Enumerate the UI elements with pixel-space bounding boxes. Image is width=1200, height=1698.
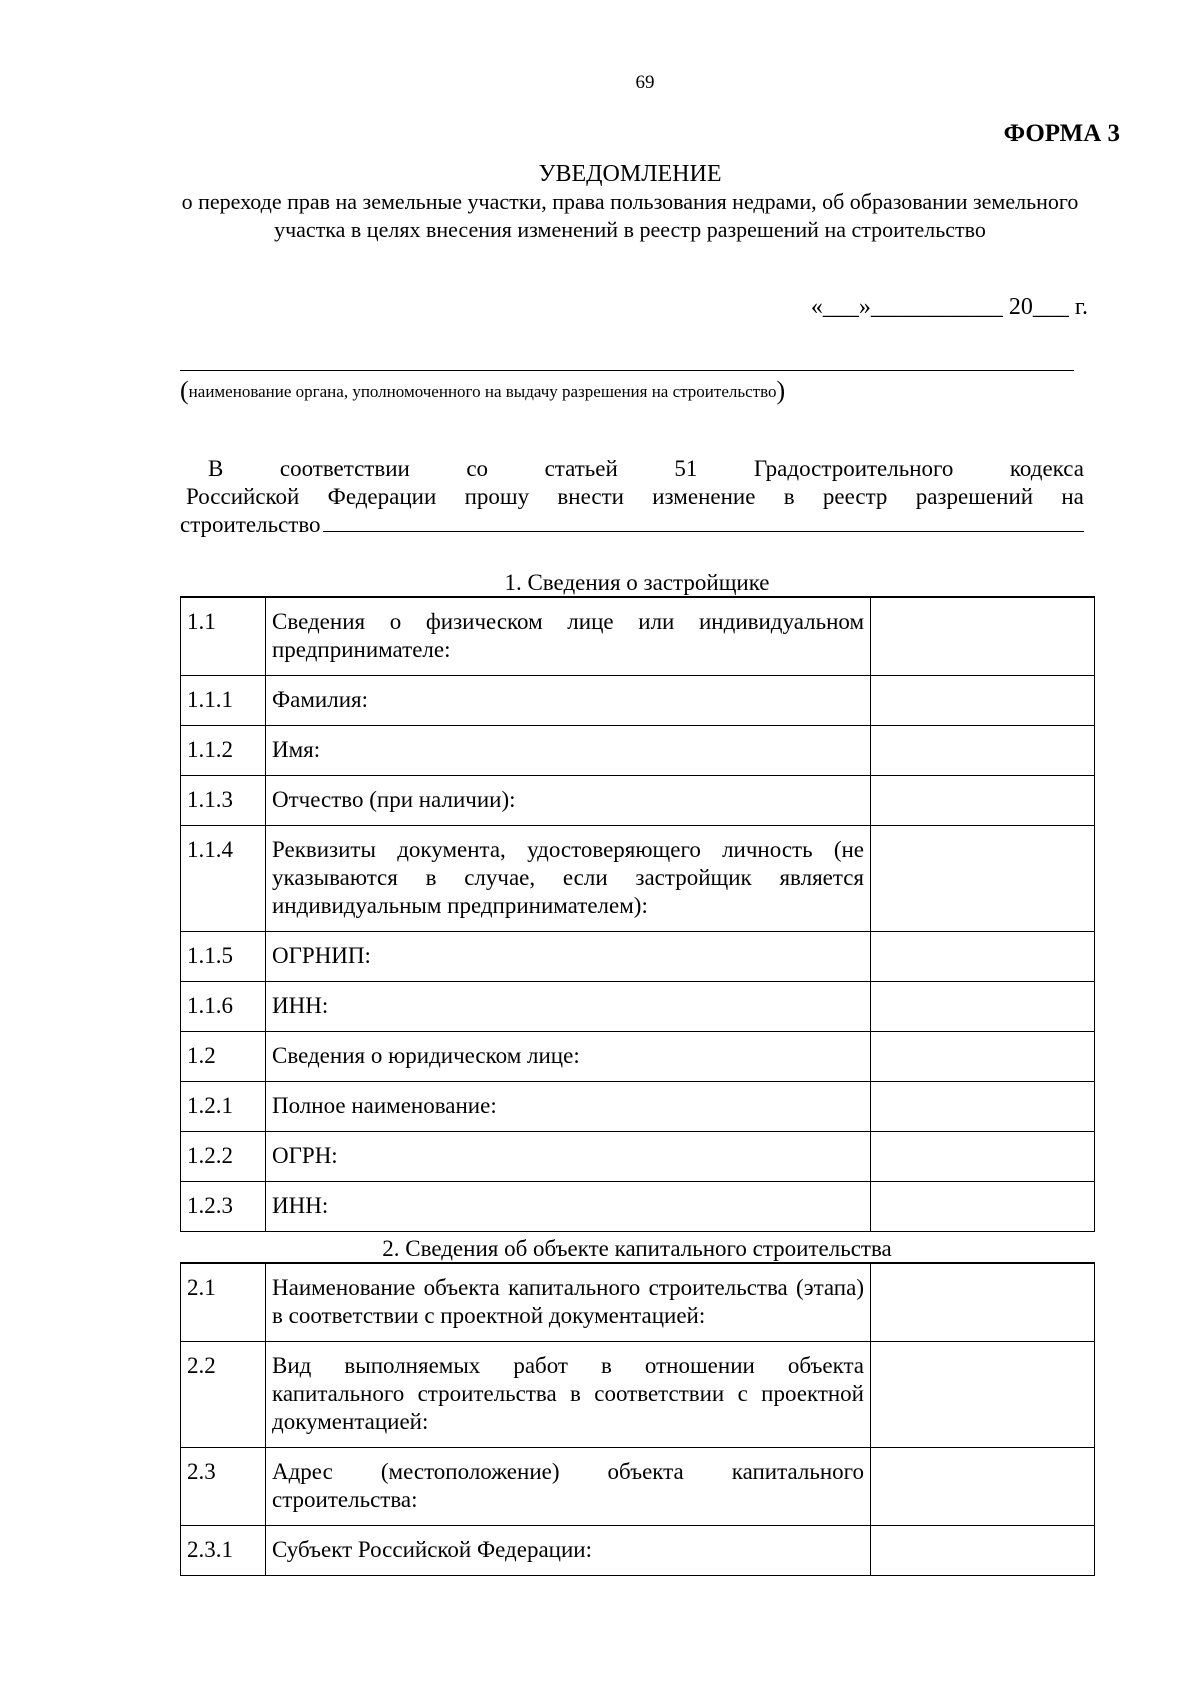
document-subtitle: о переходе прав на земельные участки, права пользования недрами, об образовании земельного участка в целях внесения изменений в реестр разрешений на строительство <box>181 189 1079 242</box>
authority-caption-text: наименование органа, уполномоченного на выдачу разрешения на строительство <box>188 382 777 401</box>
row-number: 1.2.3 <box>181 1181 266 1231</box>
table-row <box>181 597 1095 675</box>
row-value-field[interactable] <box>871 1525 1095 1575</box>
row-number: 1.2.1 <box>181 1081 266 1131</box>
row-number: 1.1.4 <box>181 825 266 931</box>
intro-word: прошу <box>464 484 530 509</box>
row-value-field[interactable] <box>871 1181 1095 1231</box>
table-row <box>181 981 1095 1031</box>
table-row <box>181 1341 1095 1447</box>
row-number: 1.2 <box>181 1031 266 1081</box>
row-label: Отчество (при наличии): <box>266 775 871 825</box>
intro-word: на <box>1061 484 1084 509</box>
intro-word: Российской <box>186 484 300 509</box>
row-number: 1.1.6 <box>181 981 266 1031</box>
row-value-field[interactable] <box>871 825 1095 931</box>
row-label: Сведения о физическом лице или индивидуальном предпринимателе: <box>266 597 871 675</box>
row-value-field[interactable] <box>871 1031 1095 1081</box>
row-number: 1.1.1 <box>181 675 266 725</box>
row-label: ОГРНИП: <box>266 931 871 981</box>
row-label: Наименование объекта капитального строительства (этапа) в соответствии с проектной документацией: <box>266 1263 871 1341</box>
row-value-field[interactable] <box>871 931 1095 981</box>
section-2-table <box>180 1262 1095 1576</box>
table-row <box>181 1031 1095 1081</box>
intro-paragraph <box>180 455 1084 539</box>
row-label: Реквизиты документа, удостоверяющего личность (не указываются в случае, если застройщик является индивидуальным предпринимателем): <box>266 825 871 931</box>
row-value-field[interactable] <box>871 1447 1095 1525</box>
row-number: 2.2 <box>181 1341 266 1447</box>
table-row <box>181 775 1095 825</box>
intro-word: Федерации <box>327 484 437 509</box>
intro-word: статьей <box>544 456 618 481</box>
document-title: УВЕДОМЛЕНИЕ <box>538 161 722 187</box>
row-value-field[interactable] <box>871 1263 1095 1341</box>
intro-word: в <box>783 484 795 509</box>
row-label: Полное наименование: <box>266 1081 871 1131</box>
table-row <box>181 1131 1095 1181</box>
date-field[interactable]: «___»___________ 20___ г. <box>810 294 1088 320</box>
intro-word: строительство <box>180 512 321 537</box>
row-value-field[interactable] <box>871 1341 1095 1447</box>
form-label: ФОРМА 3 <box>1003 120 1120 147</box>
row-label: Адрес (местоположение) объекта капитального строительства: <box>266 1447 871 1525</box>
row-value-field[interactable] <box>871 1081 1095 1131</box>
intro-line-2 <box>180 483 1084 511</box>
table-row <box>181 825 1095 931</box>
section-1-table <box>180 596 1095 1232</box>
page-number: 69 <box>635 72 655 93</box>
row-label: Сведения о юридическом лице: <box>266 1031 871 1081</box>
intro-line-1 <box>180 455 1084 483</box>
row-label: ОГРН: <box>266 1131 871 1181</box>
intro-word: со <box>466 456 489 481</box>
row-number: 1.1 <box>181 597 266 675</box>
authority-name-field[interactable] <box>180 370 1074 371</box>
row-number: 2.3.1 <box>181 1525 266 1575</box>
row-number: 2.3 <box>181 1447 266 1525</box>
row-value-field[interactable] <box>871 675 1095 725</box>
table-row <box>181 1081 1095 1131</box>
row-number: 1.1.5 <box>181 931 266 981</box>
row-number: 1.1.2 <box>181 725 266 775</box>
authority-caption: (наименование органа, уполномоченного на выдачу разрешения на строительство) <box>180 376 786 405</box>
row-number: 1.2.2 <box>181 1131 266 1181</box>
intro-word: внести <box>557 484 624 509</box>
row-label: ИНН: <box>266 1181 871 1231</box>
section-2-title: 2. Сведения об объекте капитального строительства <box>382 1236 892 1261</box>
intro-word: изменение <box>652 484 756 509</box>
row-label: Имя: <box>266 725 871 775</box>
row-value-field[interactable] <box>871 597 1095 675</box>
table-row <box>181 1181 1095 1231</box>
row-label: Субъект Российской Федерации: <box>266 1525 871 1575</box>
row-value-field[interactable] <box>871 1131 1095 1181</box>
intro-word: В <box>208 456 224 481</box>
change-description-field[interactable] <box>323 511 1084 532</box>
table-row <box>181 725 1095 775</box>
table-row <box>181 675 1095 725</box>
row-number: 2.1 <box>181 1263 266 1341</box>
table-row <box>181 1447 1095 1525</box>
row-value-field[interactable] <box>871 725 1095 775</box>
row-value-field[interactable] <box>871 981 1095 1031</box>
row-value-field[interactable] <box>871 775 1095 825</box>
intro-word: Градостроительного <box>753 456 954 481</box>
intro-word: разрешений <box>915 484 1034 509</box>
row-label: Вид выполняемых работ в отношении объекта капитального строительства в соответствии с проектной документацией: <box>266 1341 871 1447</box>
table-row <box>181 1525 1095 1575</box>
intro-word: кодекса <box>1009 456 1084 481</box>
row-label: Фамилия: <box>266 675 871 725</box>
section-1-title: 1. Сведения о застройщике <box>504 570 770 595</box>
row-label: ИНН: <box>266 981 871 1031</box>
intro-line-3 <box>180 511 1084 539</box>
intro-word: соответствии <box>279 456 410 481</box>
table-row <box>181 1263 1095 1341</box>
intro-word: 51 <box>674 456 698 481</box>
table-row <box>181 931 1095 981</box>
intro-word: реестр <box>822 484 888 509</box>
row-number: 1.1.3 <box>181 775 266 825</box>
